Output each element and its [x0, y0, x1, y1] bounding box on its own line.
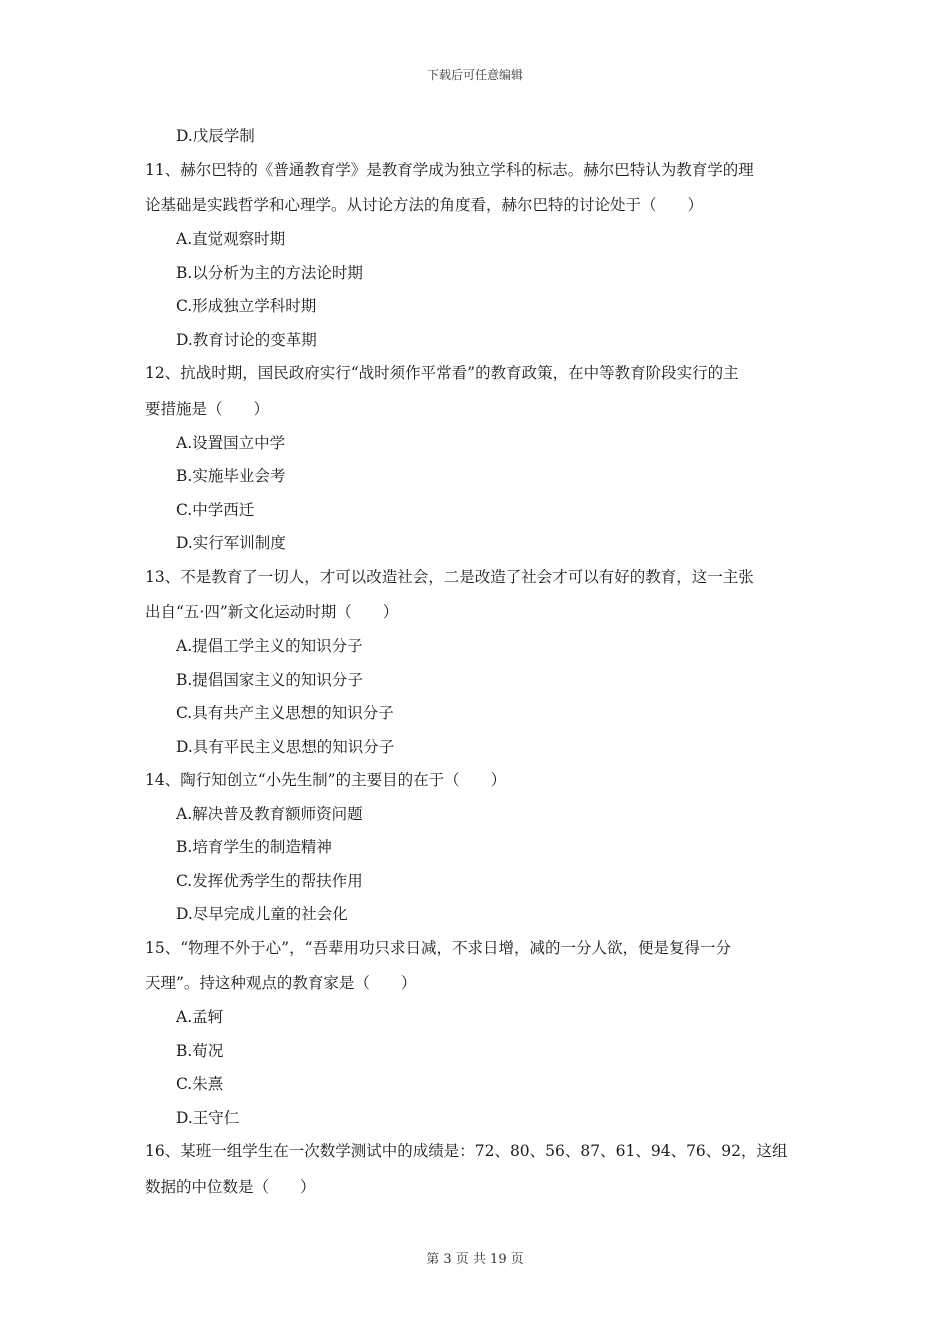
question-continuation: 数据的中位数是（ ） — [145, 1177, 316, 1196]
option-line: C.形成独立学科时期 — [176, 297, 317, 315]
page-header: 下载后可任意编辑 — [426, 68, 523, 82]
option-line: A.直觉观察时期 — [176, 230, 286, 248]
option-line: B.以分析为主的方法论时期 — [176, 263, 363, 282]
option-line: B.提倡国家主义的知识分子 — [176, 670, 363, 689]
option-line: D.实行军训制度 — [176, 534, 286, 552]
question-continuation: 论基础是实践哲学和心理学。从讨论方法的角度看，赫尔巴特的讨论处于（ ） — [145, 196, 704, 214]
question-line: 12、抗战时期，国民政府实行“战时须作平常看”的教育政策，在中等教育阶段实行的主 — [145, 364, 739, 382]
option-line: C.朱熹 — [176, 1075, 224, 1093]
option-line: B.实施毕业会考 — [176, 467, 286, 485]
option-line: D.具有平民主义思想的知识分子 — [176, 737, 395, 756]
option-line: D.王守仁 — [176, 1108, 240, 1127]
question-line: 14、陶行知创立“小先生制”的主要目的在于（ ） — [145, 771, 507, 789]
question-continuation: 要措施是（ ） — [145, 399, 270, 418]
option-line: C.中学西迁 — [176, 500, 255, 519]
option-line: A.提倡工学主义的知识分子 — [176, 637, 363, 655]
page-footer: 第 3 页 共 19 页 — [426, 1252, 524, 1267]
question-line: 13、不是教育了一切人，才可以改造社会，二是改造了社会才可以有好的教育，这一主张 — [145, 567, 754, 586]
option-line: C.发挥优秀学生的帮扶作用 — [176, 871, 363, 890]
question-continuation: 天理”。持这种观点的教育家是（ ） — [145, 974, 417, 992]
option-line: D.教育讨论的变革期 — [176, 330, 317, 349]
question-line: 15、“物理不外于心”，“吾辈用功只求日减，不求日增，减的一分人欲，便是复得一分 — [145, 938, 731, 957]
option-line: D.戊辰学制 — [176, 127, 255, 145]
option-line: A.设置国立中学 — [176, 433, 286, 452]
option-line: B.荀况 — [176, 1041, 224, 1060]
option-line: A.解决普及教育额师资问题 — [176, 804, 363, 823]
document-body — [145, 120, 810, 1205]
question-continuation: 出自“五·四”新文化运动时期（ ） — [145, 603, 399, 621]
option-line: A.孟轲 — [176, 1008, 224, 1026]
option-line: D.尽早完成儿童的社会化 — [176, 905, 348, 923]
question-line: 16、某班一组学生在一次数学测试中的成绩是：72、80、56、87、61、94、76、92，这组 — [145, 1142, 788, 1160]
question-line: 11、赫尔巴特的《普通教育学》是教育学成为独立学科的标志。赫尔巴特认为教育学的理 — [145, 160, 754, 179]
option-line: C.具有共产主义思想的知识分子 — [176, 704, 394, 722]
option-line: B.培育学生的制造精神 — [176, 838, 332, 856]
